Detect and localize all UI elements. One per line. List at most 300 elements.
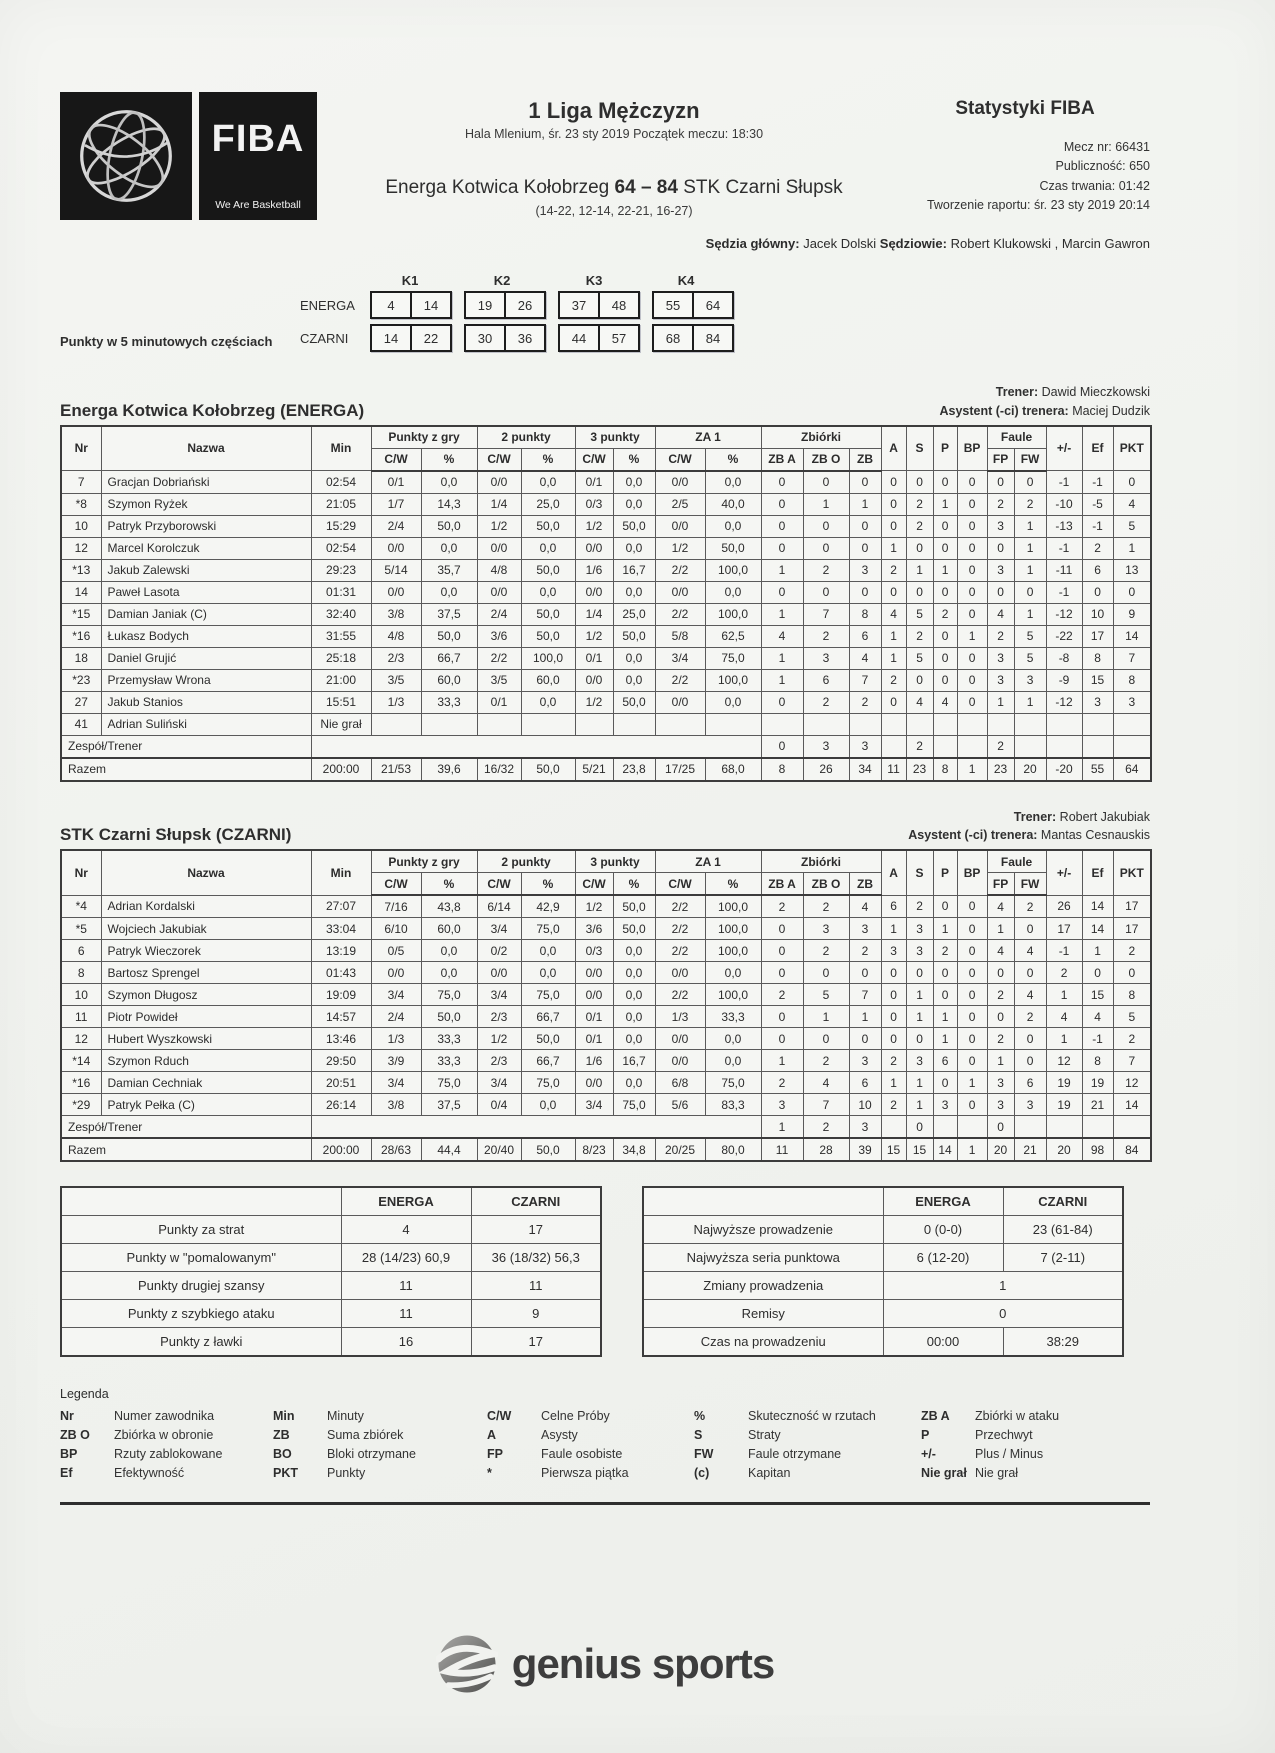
stat-cell: 1/2 (575, 691, 613, 713)
referees: Robert Klukowski , Marcin Gawron (950, 236, 1150, 251)
stat-cell: 100,0 (705, 895, 761, 918)
col-fouls: Faule (987, 850, 1046, 873)
player-minutes: 32:40 (311, 603, 371, 625)
summary-value-energa: 11 (341, 1300, 471, 1328)
score-cell: 26 (504, 293, 544, 317)
match-line (328, 177, 900, 199)
stat-cell: 75,0 (521, 918, 575, 940)
meta-line: Tworzenie raportu: śr. 23 sty 2019 20:14 (926, 198, 1150, 213)
assistant-line (908, 826, 1150, 845)
stat-cell: 2 (906, 895, 933, 918)
stat-cell: 3 (933, 1094, 957, 1116)
stat-cell: 2 (803, 940, 849, 962)
stat-cell: 0 (957, 603, 987, 625)
stat-cell: 0,0 (613, 984, 655, 1006)
stat-cell: 60,0 (421, 669, 477, 691)
stat-cell: 50,0 (521, 515, 575, 537)
quarter-pairs (370, 291, 746, 319)
stat-cell: 1 (1082, 940, 1113, 962)
stat-cell: 5 (906, 603, 933, 625)
stat-cell: 3/4 (575, 1094, 613, 1116)
player-minutes: 33:04 (311, 918, 371, 940)
stat-cell: 2 (803, 691, 849, 713)
stat-cell: 0 (761, 581, 803, 603)
stat-cell: 1/4 (477, 493, 521, 515)
score-cell: 55 (665, 297, 681, 313)
stat-cell: 64 (1113, 758, 1151, 781)
quarter-scores-label: Punkty w 5 minutowych częściach (60, 334, 273, 349)
player-minutes: 02:54 (311, 471, 371, 494)
stat-cell: -1 (1046, 537, 1082, 559)
stat-cell: 2 (803, 1050, 849, 1072)
stat-cell: -10 (1046, 493, 1082, 515)
stat-cell (957, 1116, 987, 1139)
stat-cell (933, 1116, 957, 1139)
empty-cell (61, 1187, 341, 1216)
stat-cell: 0/4 (477, 1094, 521, 1116)
score-cell: 36 (504, 326, 544, 350)
col-turnovers: S (906, 426, 933, 471)
stat-cell: 84 (1113, 1138, 1151, 1161)
stat-cell: 0,0 (521, 940, 575, 962)
referees-line (60, 236, 1150, 251)
coach-name: Dawid Mieczkowski (1041, 385, 1150, 399)
legend-desc: Zbiórki w ataku (975, 1409, 1060, 1423)
stat-cell: 1 (933, 1006, 957, 1028)
stat-cell: 2 (987, 735, 1014, 758)
col-pct: % (613, 448, 655, 471)
stat-cell: 50,0 (521, 603, 575, 625)
stat-cell (1046, 1116, 1082, 1139)
team-coach-row (61, 735, 1151, 758)
legend-item (60, 1409, 273, 1423)
legend-abbr: * (487, 1466, 492, 1480)
stat-cell: 0/0 (655, 471, 705, 494)
summary-row (643, 1272, 1123, 1300)
player-number: *16 (61, 625, 101, 647)
stat-cell: 0 (849, 515, 881, 537)
player-minutes: 26:14 (311, 1094, 371, 1116)
col-plusminus: +/- (1046, 426, 1082, 471)
stat-cell: 50,0 (521, 559, 575, 581)
player-row (61, 1006, 1151, 1028)
stat-cell: 0 (933, 515, 957, 537)
stat-cell: 50,0 (613, 625, 655, 647)
stat-cell: 17/25 (655, 758, 705, 781)
stat-cell: 0,0 (613, 471, 655, 494)
stat-cell: 0/1 (371, 471, 421, 494)
stat-cell: 2 (1082, 537, 1113, 559)
legend-desc: Pierwsza piątka (541, 1466, 629, 1480)
stat-cell: 3 (803, 735, 849, 758)
stat-cell: 4 (987, 940, 1014, 962)
team-abbrev: ENERGA (300, 297, 355, 313)
stat-cell: 0,0 (705, 691, 761, 713)
quarter-headers (370, 273, 746, 288)
player-name: Bartosz Sprengel (101, 962, 311, 984)
stat-cell: 1 (761, 603, 803, 625)
stat-cell: 4 (1014, 984, 1046, 1006)
stat-cell: 55 (1082, 758, 1113, 781)
stat-cell: 2 (906, 735, 933, 758)
stat-cell: 60,0 (421, 918, 477, 940)
stat-cell: 2/5 (655, 493, 705, 515)
legend-desc: Faule osobiste (541, 1447, 623, 1461)
col-made-att: C/W (371, 873, 421, 896)
referee-main: Jacek Dolski (803, 236, 877, 251)
stat-cell: 3 (1082, 691, 1113, 713)
stat-cell: 0/0 (477, 537, 521, 559)
header-meta (900, 92, 1150, 220)
meta-line: Czas trwania: 01:42 (1039, 178, 1150, 193)
summary-value-czarni: 17 (471, 1328, 601, 1357)
player-minutes: 01:31 (311, 581, 371, 603)
legend-abbr: % (694, 1409, 706, 1423)
stat-cell: 1 (906, 984, 933, 1006)
stat-cell: 1 (761, 669, 803, 691)
legend-desc: Skuteczność w rzutach (748, 1409, 876, 1423)
stat-cell: 0 (761, 962, 803, 984)
stat-cell: 0,0 (705, 1050, 761, 1072)
stat-cell: 0/3 (575, 493, 613, 515)
stat-cell: 13 (1113, 559, 1151, 581)
stat-cell: 3 (849, 735, 881, 758)
coach-name: Robert Jakubiak (1059, 809, 1150, 824)
stat-cell: 2/3 (477, 1006, 521, 1028)
summary-row (643, 1328, 1123, 1357)
stat-cell: 1 (1046, 1028, 1082, 1050)
summary-value-czarni: 38:29 (1003, 1328, 1123, 1357)
stat-cell: 20 (1046, 1138, 1082, 1161)
stat-cell: 0 (1014, 918, 1046, 940)
stat-cell: 1 (933, 918, 957, 940)
league-title: 1 Liga Mężczyzn (528, 98, 700, 123)
stat-cell: 2/4 (371, 515, 421, 537)
legend-abbr: PKT (273, 1466, 298, 1480)
stat-cell: 0,0 (421, 940, 477, 962)
col-oreb: ZB A (761, 448, 803, 471)
stat-cell: 28 (803, 1138, 849, 1161)
stat-cell: 11 (881, 758, 906, 781)
summary-value-energa: 11 (341, 1272, 471, 1300)
stat-cell: 66,7 (521, 1050, 575, 1072)
player-row (61, 537, 1151, 559)
stat-cell: 19 (1046, 1072, 1082, 1094)
legend-abbr: C/W (487, 1409, 512, 1423)
stat-cell: 5 (906, 647, 933, 669)
col-czarni: CZARNI (1003, 1187, 1123, 1216)
stat-cell: 0 (761, 1028, 803, 1050)
player-name: Jakub Zalewski (101, 559, 311, 581)
stat-cell: 2 (881, 559, 906, 581)
player-number: *13 (61, 559, 101, 581)
stat-cell: 14 (1082, 918, 1113, 940)
stat-cell: -11 (1046, 559, 1082, 581)
report-header (60, 92, 1150, 220)
stat-cell (881, 1116, 906, 1139)
fiba-tagline: We Are Basketball (215, 199, 301, 211)
stat-cell: 25,0 (521, 493, 575, 515)
col-3p: 3 punkty (575, 850, 655, 873)
stat-cell: 4 (881, 603, 906, 625)
table-header (61, 426, 1151, 471)
legend-abbr: FW (694, 1447, 714, 1461)
stat-cell: 1 (933, 493, 957, 515)
player-row (61, 895, 1151, 918)
stat-cell: 0,0 (705, 471, 761, 494)
stat-cell: 0 (957, 940, 987, 962)
summary-row (61, 1244, 601, 1272)
col-energa: ENERGA (883, 1187, 1003, 1216)
stat-cell: 2 (761, 1072, 803, 1094)
stat-cell (957, 735, 987, 758)
legend-item (694, 1447, 921, 1461)
stat-cell: 0 (803, 581, 849, 603)
stat-cell: 0 (933, 669, 957, 691)
col-nr: Nr (61, 426, 101, 471)
stat-cell: 3/4 (371, 984, 421, 1006)
stat-cell: 23 (987, 758, 1014, 781)
stat-cell: 0/0 (371, 581, 421, 603)
stat-cell: 3 (987, 669, 1014, 691)
stat-cell: 0,0 (521, 537, 575, 559)
summary-label: Punkty z ławki (61, 1328, 341, 1357)
stat-cell: 0 (933, 984, 957, 1006)
merged-empty-cell (311, 735, 761, 758)
stat-cell: 0 (1014, 471, 1046, 494)
stat-cell: 0 (933, 1072, 957, 1094)
col-blocks: BP (957, 426, 987, 471)
summary-value-czarni: 7 (2-11) (1003, 1244, 1123, 1272)
stat-cell: 75,0 (521, 1072, 575, 1094)
player-row (61, 471, 1151, 494)
stat-cell: 21/53 (371, 758, 421, 781)
stat-cell: 1/6 (575, 1050, 613, 1072)
quarter-header: K2 (493, 273, 511, 288)
player-row (61, 713, 1151, 735)
stat-cell: 50,0 (705, 537, 761, 559)
stat-cell: 14,3 (421, 493, 477, 515)
stat-cell: 0,0 (521, 581, 575, 603)
stat-cell: 75,0 (521, 984, 575, 1006)
col-made-att: C/W (655, 448, 705, 471)
stat-cell: 0 (1082, 962, 1113, 984)
player-name: Damian Janiak (C) (101, 603, 311, 625)
quarter-score-pair (464, 291, 546, 319)
score-cell: 64 (692, 293, 732, 317)
stat-cell: 1 (1014, 603, 1046, 625)
player-row (61, 1050, 1151, 1072)
team2-header (60, 808, 1150, 846)
stat-cell: 0,0 (613, 1006, 655, 1028)
score-cell: 19 (477, 297, 493, 313)
fiba-wordmark: FIBA (211, 118, 305, 160)
stat-cell: 0 (761, 515, 803, 537)
legend-abbr: +/- (921, 1447, 936, 1461)
col-pct: % (421, 448, 477, 471)
stat-cell: 4 (1046, 1006, 1082, 1028)
stat-cell: 1 (987, 691, 1014, 713)
col-assists: A (881, 426, 906, 471)
stat-cell: 3/6 (575, 918, 613, 940)
player-name: Patryk Przyborowski (101, 515, 311, 537)
stat-cell: 60,0 (521, 669, 575, 691)
stat-cell: 0/1 (575, 1006, 613, 1028)
summary-label: Punkty za strat (61, 1216, 341, 1244)
stat-cell: 3 (849, 1050, 881, 1072)
quarter-row-czarni (300, 324, 746, 352)
col-fouls-drawn: FW (1014, 448, 1046, 471)
col-pct: % (521, 873, 575, 896)
genius-sports-swirl-icon (436, 1633, 498, 1695)
legend-item (273, 1466, 487, 1480)
summary-row (643, 1244, 1123, 1272)
stat-cell: 3 (906, 1050, 933, 1072)
stat-cell: 33,3 (705, 1006, 761, 1028)
player-name: Wojciech Jakubiak (101, 918, 311, 940)
stat-cell: 5 (1014, 647, 1046, 669)
stat-cell: 15 (881, 1138, 906, 1161)
stat-cell: 0 (957, 895, 987, 918)
stat-cell: 0 (957, 581, 987, 603)
stat-cell: 1 (906, 1072, 933, 1094)
basketball-globe-icon (72, 102, 180, 210)
summary-row (643, 1216, 1123, 1244)
stat-cell: 0,0 (613, 581, 655, 603)
player-name: Łukasz Bodych (101, 625, 311, 647)
col-fouls: Faule (987, 426, 1046, 449)
stat-cell: 37,5 (421, 603, 477, 625)
col-pct: % (613, 873, 655, 896)
col-made-att: C/W (477, 873, 521, 896)
stat-cell: 37,5 (421, 1094, 477, 1116)
stat-cell: 2/2 (655, 603, 705, 625)
summary-label: Czas na prowadzeniu (643, 1328, 883, 1357)
stat-cell: 1 (803, 1006, 849, 1028)
col-min: Min (311, 850, 371, 895)
summary-value-energa: 4 (341, 1216, 471, 1244)
stat-cell: 0/0 (477, 471, 521, 494)
stat-cell: 68,0 (705, 758, 761, 781)
stat-cell: 0/0 (575, 962, 613, 984)
player-minutes: 20:51 (311, 1072, 371, 1094)
stat-cell: 0 (957, 493, 987, 515)
quarter-score-pair (652, 324, 734, 352)
stat-cell: 3 (987, 515, 1014, 537)
col-assists: A (881, 850, 906, 895)
stat-cell: 0 (761, 940, 803, 962)
stat-cell: 0,0 (521, 1094, 575, 1116)
player-name: Daniel Grujić (101, 647, 311, 669)
stat-cell: -20 (1046, 758, 1082, 781)
stat-cell: 0 (957, 918, 987, 940)
col-made-att: C/W (655, 873, 705, 896)
stat-cell: 66,7 (521, 1006, 575, 1028)
legend-abbr: BO (273, 1447, 292, 1461)
legend-desc: Faule otrzymane (748, 1447, 842, 1461)
stat-cell: 1 (987, 1050, 1014, 1072)
quarter-score-pair (652, 291, 734, 319)
stat-cell: 0,0 (613, 493, 655, 515)
stat-cell: 6 (803, 669, 849, 691)
stat-cell: 0/5 (371, 940, 421, 962)
points-summary-table (60, 1186, 602, 1357)
stat-cell: 62,5 (705, 625, 761, 647)
player-number: *16 (61, 1072, 101, 1094)
player-name: Paweł Lasota (101, 581, 311, 603)
stat-cell: 10 (849, 1094, 881, 1116)
summary-label: Zmiany prowadzenia (643, 1272, 883, 1300)
stat-cell: 0 (987, 581, 1014, 603)
player-name: Jakub Stanios (101, 691, 311, 713)
player-name: Marcel Korolczuk (101, 537, 311, 559)
stat-cell (881, 735, 906, 758)
stat-cell: 0/0 (575, 984, 613, 1006)
stat-cell: 3 (849, 918, 881, 940)
stat-cell: 0,0 (613, 962, 655, 984)
stat-cell: 100,0 (521, 647, 575, 669)
stat-cell: 0 (906, 537, 933, 559)
stat-cell (1046, 713, 1082, 735)
stat-cell: 8 (1082, 647, 1113, 669)
stat-cell: 3 (987, 559, 1014, 581)
stat-cell: 0 (933, 471, 957, 494)
stat-cell: 4 (1014, 940, 1046, 962)
stat-cell: 15 (906, 1138, 933, 1161)
team-row-label: Zespół/Trener (61, 735, 311, 758)
stat-cell: 2 (881, 1094, 906, 1116)
col-nr: Nr (61, 850, 101, 895)
stat-cell: 1 (957, 1138, 987, 1161)
stat-cell: 1 (1014, 515, 1046, 537)
stat-cell: 34 (849, 758, 881, 781)
stat-cell: 14 (1082, 895, 1113, 918)
quarter-score-pair (464, 324, 546, 352)
stat-cell: 0,0 (705, 581, 761, 603)
meta-line: Mecz nr: 66431 (1063, 140, 1150, 154)
stat-cell: 20 (1014, 758, 1046, 781)
venue-date-line: Hala Mlenium, śr. 23 sty 2019 Początek meczu: 18:30 (464, 127, 764, 141)
stat-cell: 1/2 (477, 1028, 521, 1050)
player-number: 18 (61, 647, 101, 669)
stat-cell: 7 (803, 1094, 849, 1116)
stat-cell: 0 (1082, 581, 1113, 603)
totals-minutes: 200:00 (311, 1138, 371, 1161)
col-fouls-drawn: FW (1014, 873, 1046, 896)
legend-abbr: Nr (60, 1409, 74, 1423)
stat-cell: 100,0 (705, 603, 761, 625)
stat-cell: 0 (933, 625, 957, 647)
stat-cell (521, 713, 575, 735)
stat-cell: 3 (881, 940, 906, 962)
player-minutes: 21:05 (311, 493, 371, 515)
stat-cell: 5 (803, 984, 849, 1006)
stat-cell: 0 (987, 962, 1014, 984)
col-2p: 2 punkty (477, 850, 575, 873)
legend-abbr: P (921, 1428, 930, 1442)
stat-cell: 2/2 (655, 895, 705, 918)
stat-cell: 0 (803, 537, 849, 559)
stat-cell: 3 (906, 918, 933, 940)
legend-item (694, 1428, 921, 1442)
summary-value-shared: 1 (883, 1272, 1123, 1300)
stat-cell: 0 (957, 984, 987, 1006)
legend-item (273, 1428, 487, 1442)
stat-cell: 3/4 (655, 647, 705, 669)
col-dreb: ZB O (803, 873, 849, 896)
stat-cell: 1 (849, 1006, 881, 1028)
stat-cell: 0 (761, 918, 803, 940)
